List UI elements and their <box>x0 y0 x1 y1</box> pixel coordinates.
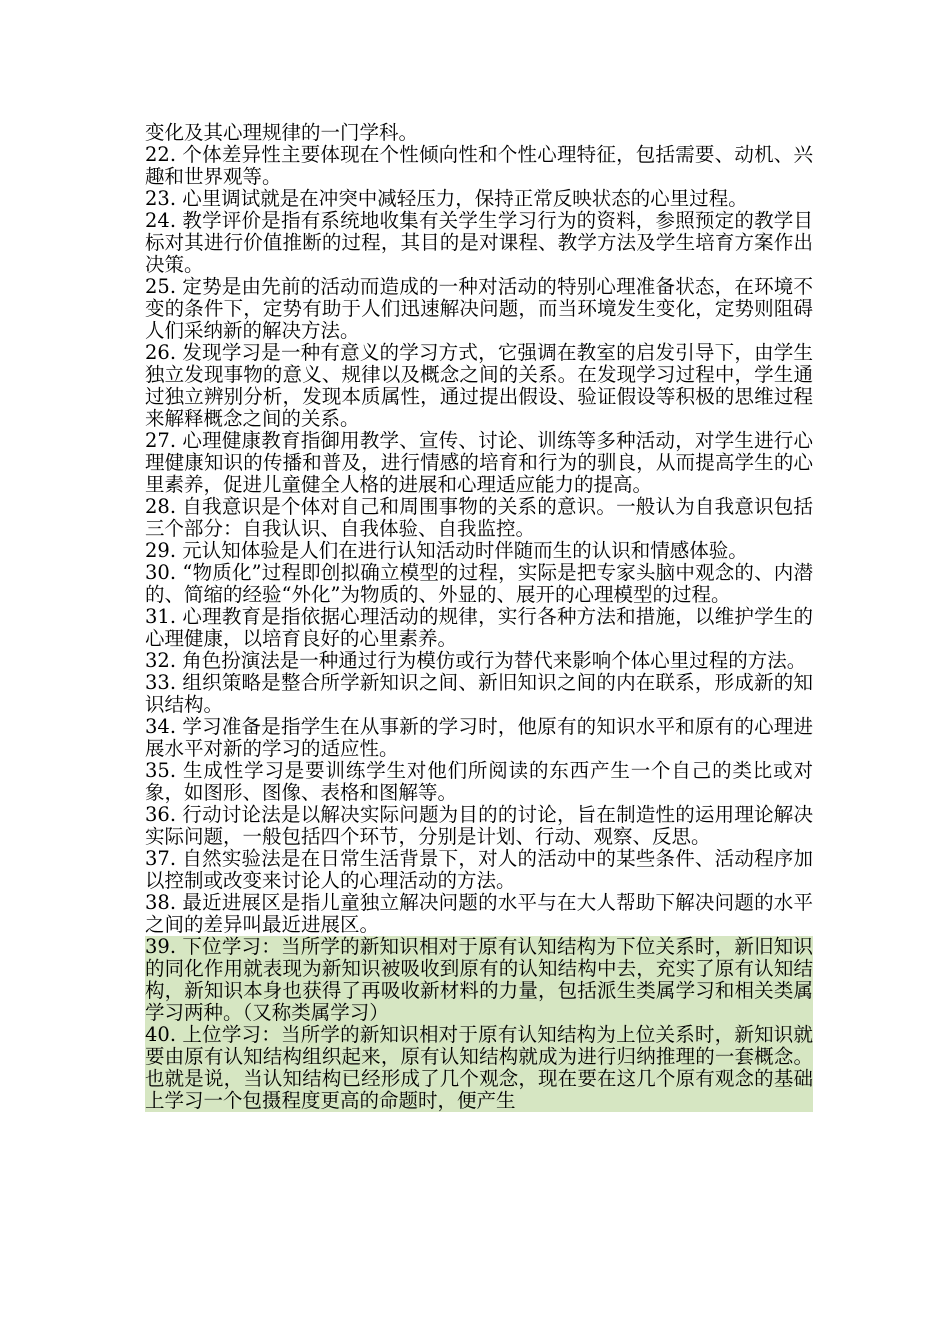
highlighted-paragraph-40: 40. 上位学习：当所学的新知识相对于原有认知结构为上位关系时，新知识就要由原有认知结构组织起来，原有认知结构就成为进行归纳推理的一套概念。也就是说，当认知结构已经形成了几个观念，现在要在这几个原有观念的基础上学习一个包摄程度更高的命题时，便产生 <box>145 1023 813 1112</box>
paragraph-28: 28. 自我意识是个体对自己和周围事物的关系的意识。一般认为自我意识包括三个部分：自我认识、自我体验、自我监控。 <box>145 495 813 540</box>
paragraph-32: 32. 角色扮演法是一种通过行为模仿或行为替代来影响个体心里过程的方法。 <box>145 649 807 672</box>
paragraph-23: 23. 心里调试就是在冲突中减轻压力，保持正常反映状态的心里过程。 <box>145 187 748 210</box>
paragraph-36: 36. 行动讨论法是以解决实际问题为目的的讨论，旨在制造性的运用理论解决实际问题，一般包括四个环节，分别是计划、行动、观察、反思。 <box>145 803 813 848</box>
paragraph-38: 38. 最近进展区是指儿童独立解决问题的水平与在大人帮助下解决问题的水平之间的差异叫最近进展区。 <box>145 891 813 936</box>
highlighted-paragraph-39: 39. 下位学习：当所学的新知识相对于原有认知结构为下位关系时，新旧知识的同化作用就表现为新知识被吸收到原有的认知结构中去，充实了原有认知结构，新知识本身也获得了再吸收新材料的力量，包括派生类属学习和相关类属学习两种。（又称类属学习） <box>145 935 813 1024</box>
paragraph-22: 22. 个体差异性主要体现在个性倾向性和个性心理特征，包括需要、动机、兴趣和世界观等。 <box>145 143 813 188</box>
paragraph-29: 29. 元认知体验是人们在进行认知活动时伴随而生的认识和情感体验。 <box>145 539 748 562</box>
paragraph-33: 33. 组织策略是整合所学新知识之间、新旧知识之间的内在联系，形成新的知识结构。 <box>145 671 813 716</box>
paragraph-27: 27. 心理健康教育指御用教学、宣传、讨论、训练等多种活动，对学生进行心理健康知识的传播和普及，进行情感的培育和行为的驯良，从而提高学生的心里素养，促进儿童健全人格的进展和心理适应能力的提高。 <box>145 429 813 496</box>
paragraph-37: 37. 自然实验法是在日常生活背景下，对人的活动中的某些条件、活动程序加以控制或改变来讨论人的心理活动的方法。 <box>145 847 813 892</box>
paragraph-21-tail: 变化及其心理规律的一门学科。 <box>145 121 419 144</box>
paragraph-35: 35. 生成性学习是要训练学生对他们所阅读的东西产生一个自己的类比或对象，如图形、图像、表格和图解等。 <box>145 759 813 804</box>
document-body <box>145 122 813 1112</box>
paragraph-25: 25. 定势是由先前的活动而造成的一种对活动的特别心理准备状态，在环境不变的条件下，定势有助于人们迅速解决问题，而当环境发生变化，定势则阻碍人们采纳新的解决方法。 <box>145 275 813 342</box>
paragraph-34: 34. 学习准备是指学生在从事新的学习时，他原有的知识水平和原有的心理进展水平对新的学习的适应性。 <box>145 715 813 760</box>
paragraph-30: 30. “物质化”过程即创拟确立模型的过程，实际是把专家头脑中观念的、内潜的、简缩的经验“外化”为物质的、外显的、展开的心理模型的过程。 <box>145 561 813 606</box>
paragraph-31: 31. 心理教育是指依据心理活动的规律，实行各种方法和措施，以维护学生的心理健康，以培育良好的心里素养。 <box>145 605 813 650</box>
paragraph-26: 26. 发现学习是一种有意义的学习方式，它强调在教室的启发引导下，由学生独立发现事物的意义、规律以及概念之间的关系。在发现学习过程中，学生通过独立辨别分析，发现本质属性，通过提出假设、验证假设等积极的思维过程来解释概念之间的关系。 <box>145 341 813 430</box>
paragraph-24: 24. 教学评价是指有系统地收集有关学生学习行为的资料，参照预定的教学目标对其进行价值推断的过程，其目的是对课程、教学方法及学生培育方案作出决策。 <box>145 209 813 276</box>
